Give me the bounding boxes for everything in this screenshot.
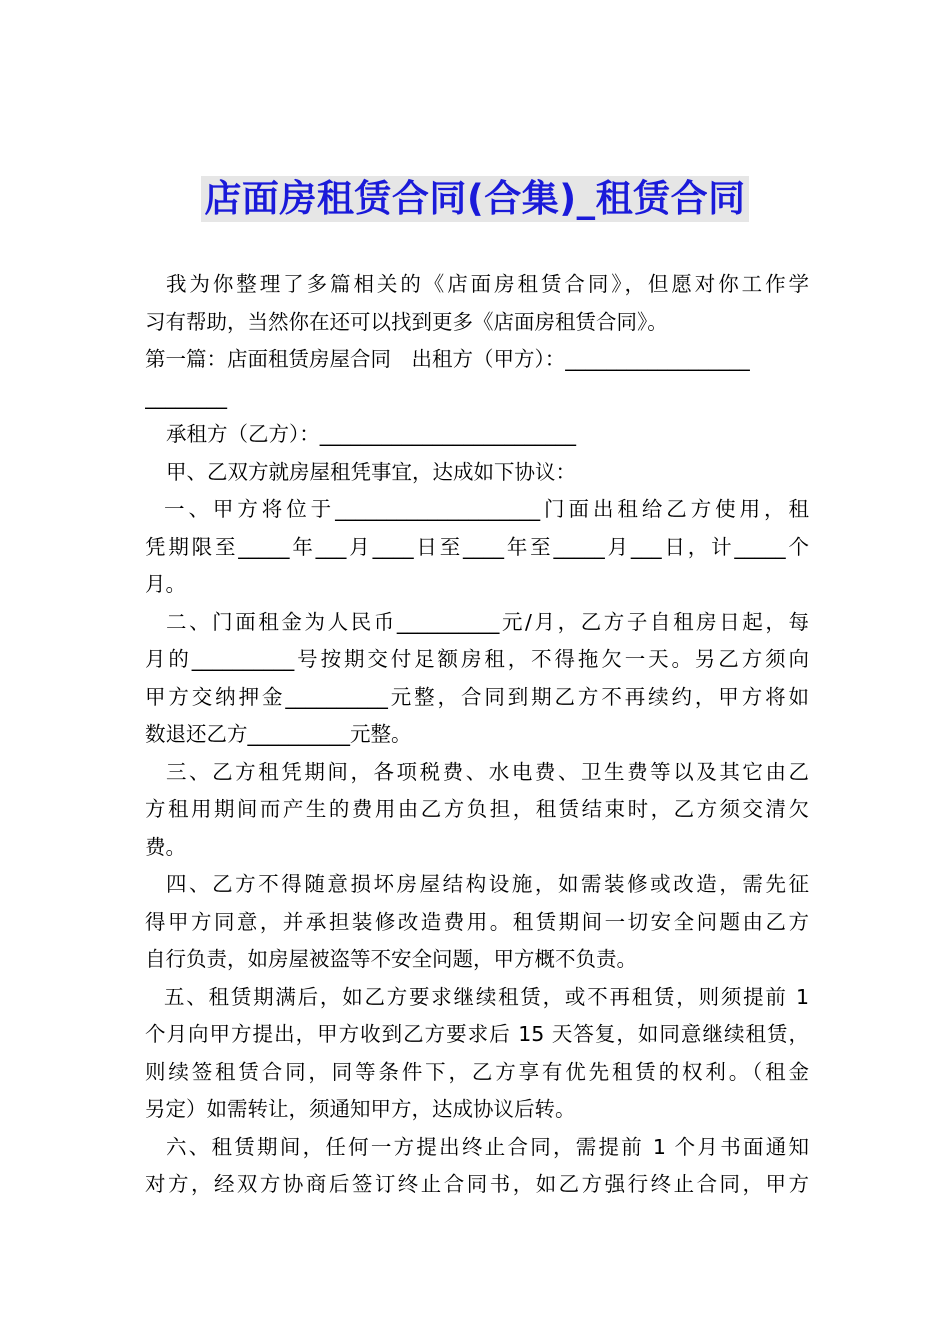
document-body	[145, 266, 809, 1204]
body-line: 月。	[145, 572, 186, 596]
body-line: 数退还乙方__________元整。	[145, 722, 412, 746]
body-line: 另定）如需转让，须通知甲方，达成协议后转。	[145, 1097, 576, 1121]
body-line: 得甲方同意，并承担装修改造费用。租赁期间一切安全问题由乙方	[145, 909, 809, 934]
title-container	[0, 176, 950, 222]
body-line: 自行负责，如房屋被盗等不安全问题，甲方概不负责。	[145, 947, 637, 971]
body-line: 四、乙方不得随意损坏房屋结构设施，如需装修或改造，需先征	[166, 872, 809, 896]
body-line: 三、乙方租凭期间，各项税费、水电费、卫生费等以及其它由乙	[166, 759, 809, 784]
body-line: 个月向甲方提出，甲方收到乙方要求后 15 天答复，如同意继续租赁，	[145, 1022, 809, 1046]
body-line: 则续签租赁合同，同等条件下，乙方享有优先租赁的权利。（租金	[145, 1059, 809, 1084]
body-line: 对方，经双方协商后签订终止合同书，如乙方强行终止合同，甲方	[145, 1172, 809, 1196]
body-line: 凭期限至_____年___月____日至____年至_____月___日，计_____个	[145, 534, 809, 559]
body-line: 六、租赁期间，任何一方提出终止合同，需提前 1 个月书面通知	[166, 1134, 809, 1159]
body-line: 二、门面租金为人民币__________元/月，乙方子自租房日起，每	[166, 609, 809, 634]
body-line: ________	[145, 384, 227, 409]
body-line: 费。	[145, 834, 186, 859]
body-line: 一、甲方将位于____________________门面出租给乙方使用，租	[164, 497, 809, 521]
body-line: 甲方交纳押金__________元整，合同到期乙方不再续约，甲方将如	[145, 684, 809, 709]
body-line: 习有帮助，当然你在还可以找到更多《店面房租赁合同》。	[145, 309, 668, 334]
body-line: 甲、乙双方就房屋租凭事宜，达成如下协议：	[166, 459, 576, 484]
body-line: 我为你整理了多篇相关的《店面房租赁合同》，但愿对你工作学	[166, 272, 809, 296]
body-line: 方租用期间而产生的费用由乙方负担，租赁结束时，乙方须交清欠	[145, 797, 809, 821]
body-line: 第一篇：店面租赁房屋合同 出租方（甲方）：__________________	[145, 347, 750, 371]
document-title: 店面房租赁合同(合集)_租赁合同	[201, 176, 748, 222]
body-line: 五、租赁期满后，如乙方要求继续租赁，或不再租赁，则须提前 1	[164, 984, 809, 1009]
body-line: 承租方（乙方）：_________________________	[166, 422, 576, 446]
body-line: 月的__________号按期交付足额房租，不得拖欠一天。另乙方须向	[145, 647, 809, 671]
